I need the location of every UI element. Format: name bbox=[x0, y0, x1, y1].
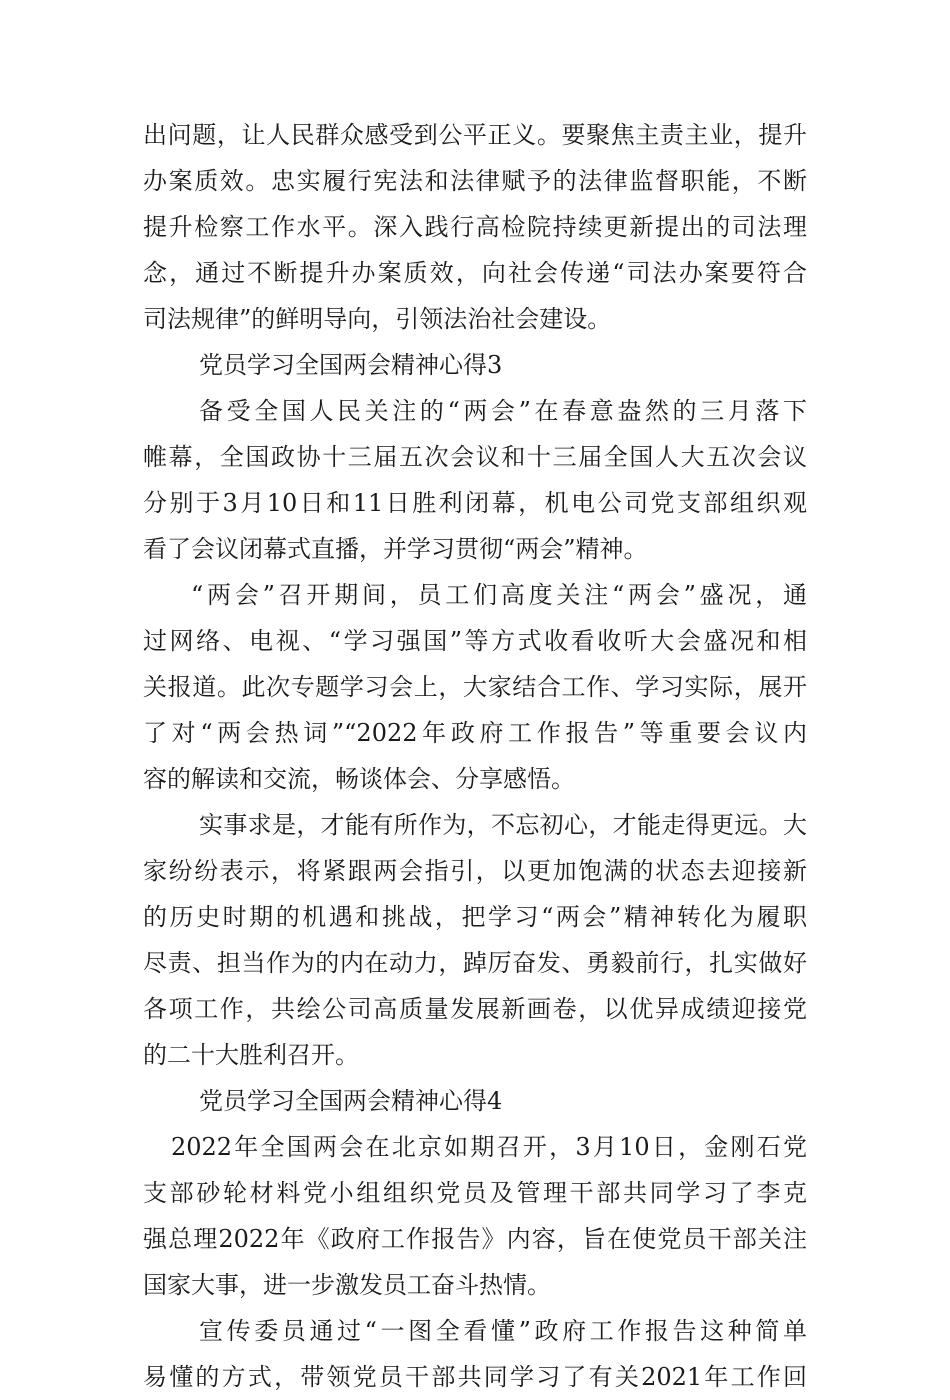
paragraph-2 bbox=[143, 388, 807, 572]
text-line: 关报道。此次专题学习会上，大家结合工作、学习实际，展开 bbox=[143, 673, 807, 701]
text-line: 易懂的方式，带领党员干部共同学习了有关2021年工作回 bbox=[143, 1363, 807, 1391]
document-body bbox=[143, 112, 807, 1400]
text-line: 分别于3月10日和11日胜利闭幕，机电公司党支部组织观 bbox=[143, 489, 807, 517]
text-line: 实事求是，才能有所作为，不忘初心，才能走得更远。大 bbox=[199, 811, 807, 839]
paragraph-4 bbox=[143, 802, 807, 1078]
text-line: 2022年全国两会在北京如期召开，3月10日，金刚石党 bbox=[171, 1133, 807, 1161]
text-line: 看了会议闭幕式直播，并学习贯彻“两会”精神。 bbox=[143, 535, 648, 563]
text-line: “两会”召开期间，员工们高度关注“两会”盛况，通 bbox=[191, 581, 807, 609]
paragraph-1 bbox=[143, 112, 807, 342]
text-line: 各项工作，共绘公司高质量发展新画卷，以优异成绩迎接党 bbox=[143, 995, 807, 1023]
text-line: 的历史时期的机遇和挑战，把学习“两会”精神转化为履职 bbox=[143, 903, 807, 931]
paragraph-3 bbox=[143, 572, 807, 802]
section-heading-3: 党员学习全国两会精神心得3 bbox=[199, 351, 503, 379]
text-line: 过网络、电视、“学习强国”等方式收看收听大会盛况和相 bbox=[143, 627, 807, 655]
text-line: 容的解读和交流，畅谈体会、分享感悟。 bbox=[143, 765, 575, 793]
paragraph-6 bbox=[143, 1308, 807, 1400]
text-line: 宣传委员通过“一图全看懂”政府工作报告这种简单 bbox=[199, 1317, 807, 1345]
text-line: 备受全国人民关注的“两会”在春意盎然的三月落下 bbox=[199, 397, 807, 425]
text-line: 支部砂轮材料党小组组织党员及管理干部共同学习了李克 bbox=[143, 1179, 807, 1207]
text-line: 尽责、担当作为的内在动力，踔厉奋发、勇毅前行，扎实做好 bbox=[143, 949, 807, 977]
paragraph-5 bbox=[143, 1124, 807, 1308]
text-line: 的二十大胜利召开。 bbox=[143, 1041, 359, 1069]
text-line: 家纷纷表示，将紧跟两会指引，以更加饱满的状态去迎接新 bbox=[143, 857, 807, 885]
section-heading-4: 党员学习全国两会精神心得4 bbox=[199, 1087, 503, 1115]
text-line: 国家大事，进一步激发员工奋斗热情。 bbox=[143, 1271, 551, 1299]
text-line: 办案质效。忠实履行宪法和法律赋予的法律监督职能，不断 bbox=[143, 167, 807, 195]
text-line: 强总理2022年《政府工作报告》内容，旨在使党员干部关注 bbox=[143, 1225, 807, 1253]
text-line: 了对“两会热词”“2022年政府工作报告”等重要会议内 bbox=[143, 719, 807, 747]
text-line: 帷幕，全国政协十三届五次会议和十三届全国人大五次会议 bbox=[143, 443, 807, 471]
text-line: 司法规律”的鲜明导向，引领法治社会建设。 bbox=[143, 305, 612, 333]
text-line: 念，通过不断提升办案质效，向社会传递“司法办案要符合 bbox=[143, 259, 807, 287]
text-line: 提升检察工作水平。深入践行高检院持续更新提出的司法理 bbox=[143, 213, 807, 241]
text-line: 出问题，让人民群众感受到公平正义。要聚焦主责主业，提升 bbox=[143, 121, 807, 149]
